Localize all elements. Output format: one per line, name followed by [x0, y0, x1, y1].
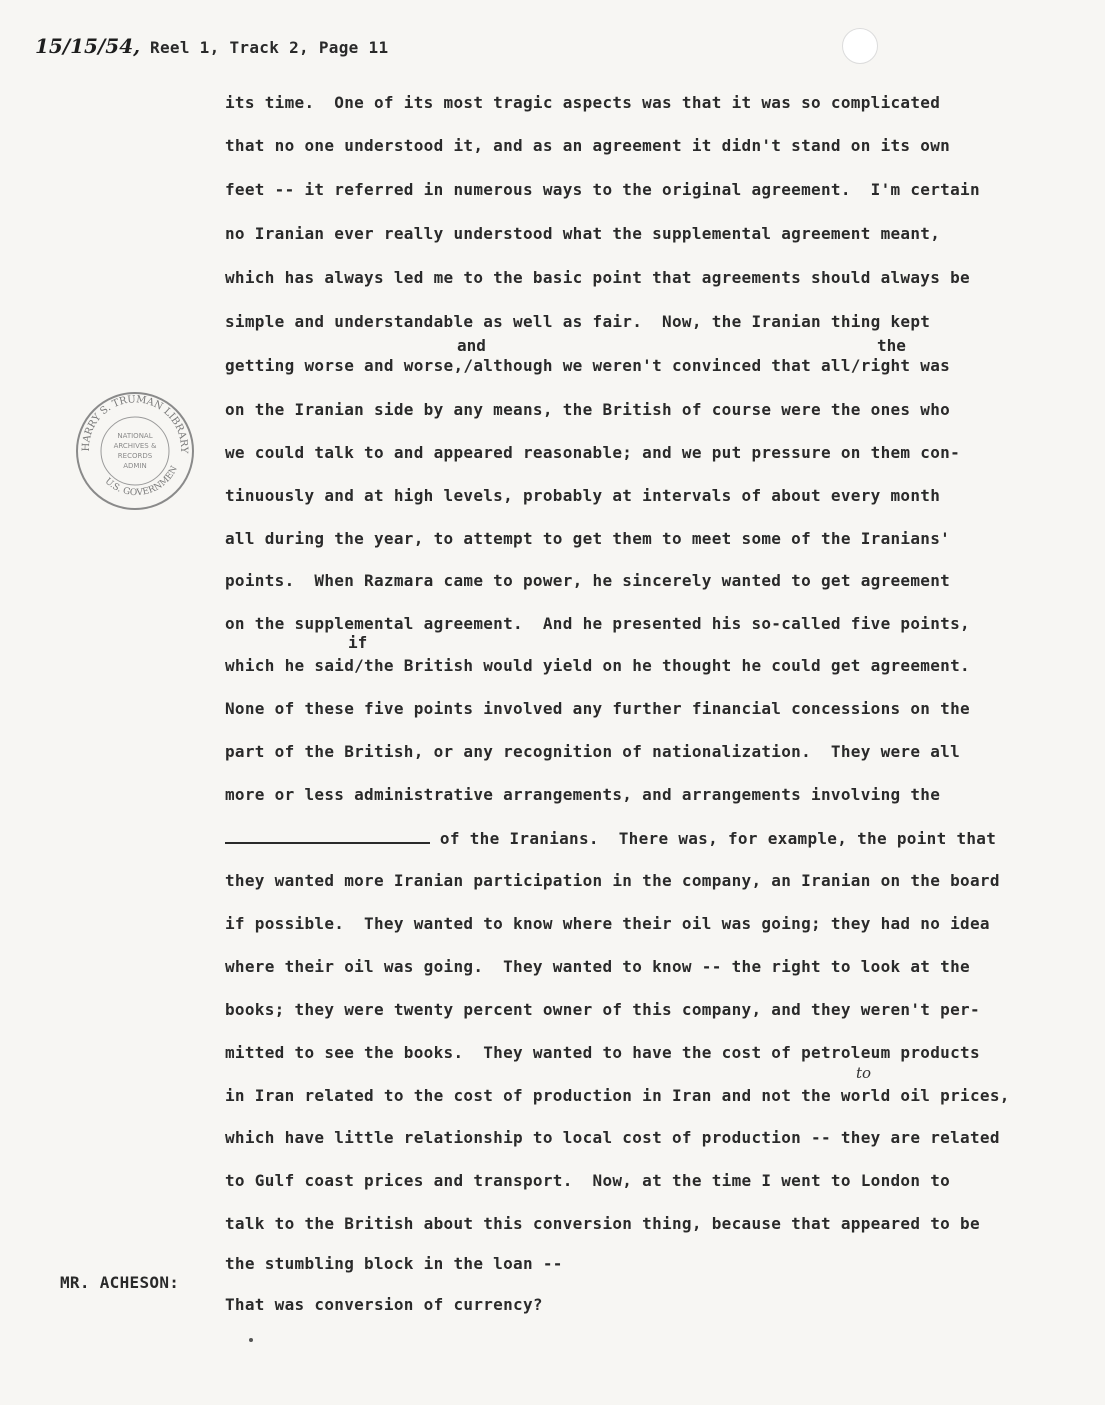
- body-line: we could talk to and appeared reasonable; and we put pressure on them con-: [225, 443, 961, 462]
- body-line: they wanted more Iranian participation in the company, an Iranian on the board: [225, 871, 1000, 890]
- body-line: mitted to see the books. They wanted to have the cost of petroleum products: [225, 1043, 980, 1062]
- body-line: getting worse and worse,/although we weren't convinced that all/right was: [225, 356, 951, 375]
- body-line: which has always led me to the basic point that agreements should always be: [225, 268, 970, 287]
- body-line: that no one understood it, and as an agreement it didn't stand on its own: [225, 136, 951, 155]
- stamp-inner-line: ARCHIVES &: [113, 442, 157, 450]
- body-line: None of these five points involved any further financial concessions on the: [225, 699, 970, 718]
- stamp-outer-text: HARRY S. TRUMAN LIBRARY: [80, 394, 190, 454]
- stamp-bottom-text: U.S. GOVERNMEN: [102, 464, 180, 499]
- body-line: more or less administrative arrangements, and arrangements involving the: [225, 785, 941, 804]
- body-line: talk to the British about this conversion thing, because that appeared to be: [225, 1214, 980, 1233]
- speaker-line: That was conversion of currency?: [225, 1295, 543, 1314]
- body-line: on the supplemental agreement. And he presented his so-called five points,: [225, 614, 970, 633]
- body-line: part of the British, or any recognition of nationalization. They were all: [225, 742, 961, 761]
- stamp-inner-line: NATIONAL: [117, 432, 153, 440]
- body-line: in Iran related to the cost of production in Iran and not the world oil prices,: [225, 1086, 1010, 1105]
- body-line: all during the year, to attempt to get them to meet some of the Iranians': [225, 529, 951, 548]
- body-line: books; they were twenty percent owner of this company, and they weren't per-: [225, 1000, 980, 1019]
- stamp-seal-icon: [72, 388, 198, 514]
- stamp-inner-line: ADMIN: [123, 462, 147, 470]
- blank-underline: [225, 828, 430, 844]
- speaker-label: MR. ACHESON:: [60, 1273, 180, 1292]
- page-header: [35, 34, 388, 58]
- body-line: feet -- it referred in numerous ways to the original agreement. I'm certain: [225, 180, 980, 199]
- body-line: which he said/the British would yield on he thought he could get agreement.: [225, 656, 970, 675]
- insertion-the: the: [877, 336, 906, 355]
- insertion-and: and: [457, 336, 486, 355]
- body-line: tinuously and at high levels, probably at intervals of about every month: [225, 486, 941, 505]
- stamp-inner-line: RECORDS: [117, 452, 153, 460]
- body-line: where their oil was going. They wanted to know -- the right to look at the: [225, 957, 970, 976]
- punch-hole: [842, 28, 878, 64]
- insertion-if: if: [348, 633, 368, 652]
- header-date: 15/15/54,: [35, 34, 141, 58]
- stray-mark: [249, 1338, 253, 1342]
- header-reel-info: Reel 1, Track 2, Page 11: [150, 38, 389, 57]
- body-line: the stumbling block in the loan --: [225, 1254, 563, 1273]
- body-line-with-blank: [225, 828, 996, 848]
- insertion-to: to: [856, 1064, 872, 1082]
- body-line: if possible. They wanted to know where their oil was going; they had no idea: [225, 914, 990, 933]
- body-line: its time. One of its most tragic aspects was that it was so complicated: [225, 93, 941, 112]
- body-line: simple and understandable as well as fair. Now, the Iranian thing kept: [225, 312, 931, 331]
- blank-line-suffix: of the Iranians. There was, for example, the point that: [430, 829, 997, 848]
- body-line: which have little relationship to local cost of production -- they are related: [225, 1128, 1000, 1147]
- body-line: to Gulf coast prices and transport. Now, at the time I went to London to: [225, 1171, 951, 1190]
- body-line: on the Iranian side by any means, the British of course were the ones who: [225, 400, 951, 419]
- archive-stamp: [72, 388, 198, 514]
- body-line: points. When Razmara came to power, he sincerely wanted to get agreement: [225, 571, 951, 590]
- body-line: no Iranian ever really understood what the supplemental agreement meant,: [225, 224, 941, 243]
